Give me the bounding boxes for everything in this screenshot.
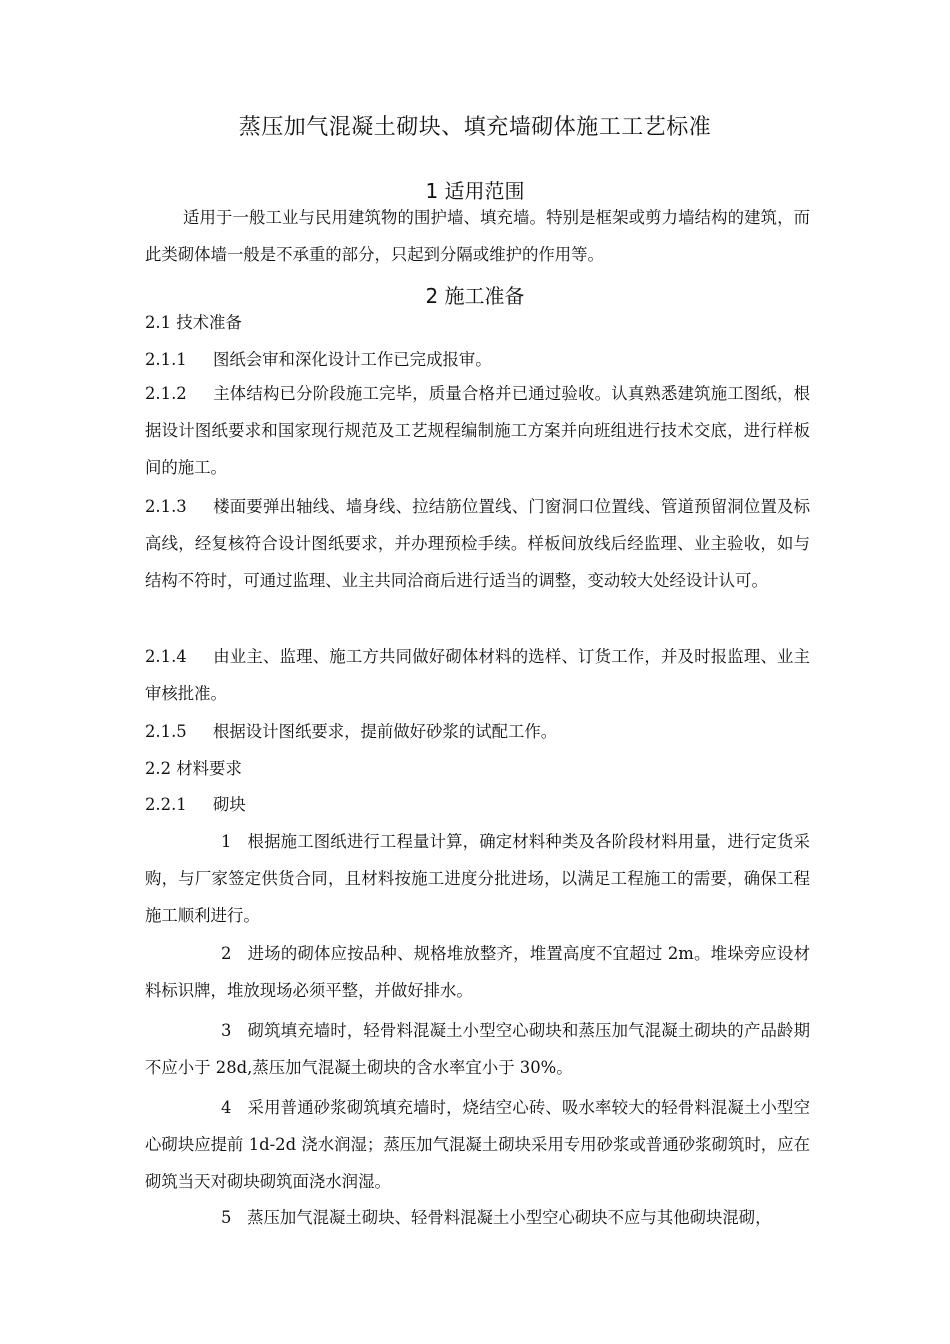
clause-number: 2.1.1 [145, 350, 187, 369]
list-item-3 [145, 1012, 810, 1086]
item-text: 进场的砌体应按品种、规格堆放整齐，堆置高度不宜超过 2m。堆垛旁应设材料标识牌，堆放现场必须平整，并做好排水。 [145, 944, 810, 1000]
item-number: 2 [221, 944, 232, 963]
item-text: 采用普通砂浆砌筑填充墙时，烧结空心砖、吸水率较大的轻骨料混凝土小型空心砌块应提前 1d-2d 浇水润湿；蒸压加气混凝土砌块采用专用砂浆或普通砂浆砌筑时，应在砌筑当天对砌块砌筑面浇水润湿。 [145, 1098, 810, 1191]
item-text: 蒸压加气混凝土砌块、轻骨料混凝土小型空心砌块不应与其他砌块混砌， [247, 1208, 772, 1227]
clause-2-1-1 [145, 345, 810, 375]
clause-text: 根据设计图纸要求，提前做好砂浆的试配工作。 [213, 722, 558, 741]
clause-text: 图纸会审和深化设计工作已完成报审。 [213, 350, 492, 369]
section-1-text: 适用于一般工业与民用建筑物的围护墙、填充墙。特别是框架或剪力墙结构的建筑，而此类砌体墙一般是不承重的部分，只起到分隔或维护的作用等。 [145, 208, 810, 264]
subsection-2-1-heading: 2.1 技术准备 [145, 313, 242, 332]
clause-number: 2.1.2 [145, 384, 187, 403]
list-item-4 [145, 1089, 810, 1200]
document-title: 蒸压加气混凝土砌块、填充墙砌体施工工艺标准 [238, 115, 712, 140]
clause-2-1-4 [145, 638, 810, 712]
list-item-2 [145, 935, 810, 1009]
clause-2-2-1 [145, 790, 810, 820]
item-text: 根据施工图纸进行工程量计算，确定材料种类及各阶段材料用量，进行定货采购，与厂家签定供货合同，且材料按施工进度分批进场，以满足工程施工的需要，确保工程施工顺利进行。 [145, 832, 810, 925]
item-number: 4 [221, 1098, 232, 1117]
section-2-heading: 2 施工准备 [425, 284, 525, 308]
item-text: 砌筑填充墙时，轻骨料混凝土小型空心砌块和蒸压加气混凝土砌块的产品龄期不应小于 28d,蒸压加气混凝土砌块的含水率宜小于 30%。 [145, 1021, 810, 1077]
clause-text: 由业主、监理、施工方共同做好砌体材料的选样、订货工作，并及时报监理、业主审核批准。 [145, 647, 810, 703]
item-number: 1 [221, 832, 232, 851]
subsection-2-2-heading: 2.2 材料要求 [145, 759, 242, 778]
item-number: 3 [221, 1021, 232, 1040]
clause-2-1-2 [145, 375, 810, 486]
clause-text: 砌块 [213, 795, 246, 814]
section-1-heading: 1 适用范围 [425, 179, 525, 203]
clause-number: 2.1.3 [145, 497, 187, 516]
clause-text: 楼面要弹出轴线、墙身线、拉结筋位置线、门窗洞口位置线、管道预留洞位置及标高线，经复核符合设计图纸要求，并办理预检手续。样板间放线后经监理、业主验收，如与结构不符时，可通过监理、业主共同洽商后进行适当的调整，变动较大处经设计认可。 [145, 497, 810, 590]
clause-number: 2.1.5 [145, 722, 187, 741]
list-item-5 [145, 1199, 810, 1236]
clause-2-1-3 [145, 488, 810, 599]
clause-text: 主体结构已分阶段施工完毕，质量合格并已通过验收。认真熟悉建筑施工图纸，根据设计图纸要求和国家现行规范及工艺规程编制施工方案并向班组进行技术交底，进行样板间的施工。 [145, 384, 810, 477]
clause-2-1-5 [145, 717, 810, 747]
item-number: 5 [221, 1208, 232, 1227]
clause-number: 2.1.4 [145, 647, 187, 666]
list-item-1 [145, 823, 810, 934]
clause-number: 2.2.1 [145, 795, 187, 814]
